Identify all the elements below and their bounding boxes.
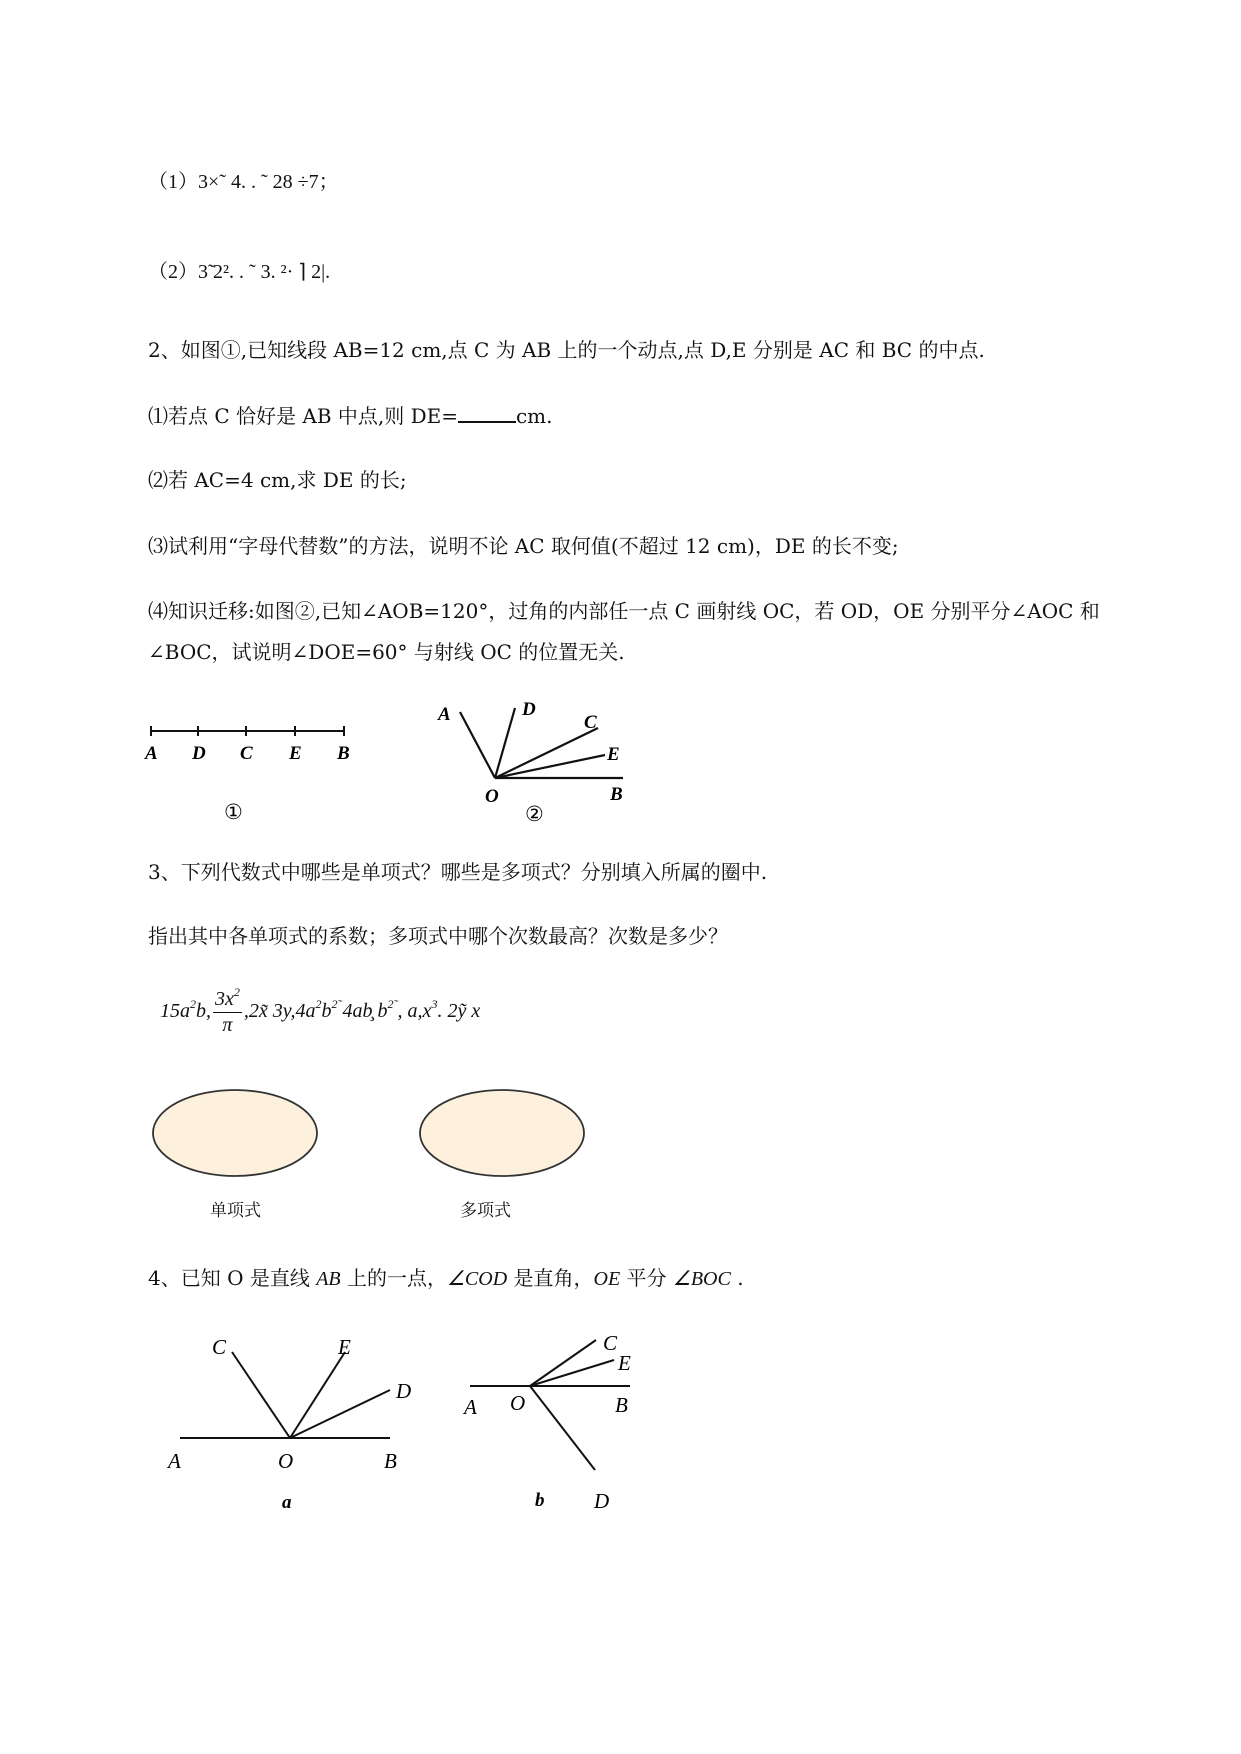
fraction-denominator: π xyxy=(222,1014,233,1036)
expr-sup-1: 2 xyxy=(190,997,196,1012)
q4-text-2: 上的一点， xyxy=(340,1266,447,1290)
figure-1-caption: ① xyxy=(224,800,243,824)
q2-part4-line1: ⑷知识迁移:如图②,已知∠AOB=120°，过角的内部任一点 C 画射线 OC，若 OD，OE 分别平分∠AOC 和 xyxy=(148,599,1100,623)
angle-label-a: A xyxy=(438,704,451,725)
expr-rest5: . 2ỹ x xyxy=(437,1000,481,1023)
point-label-b: B xyxy=(337,743,350,764)
expr-term-1: 15a xyxy=(160,1000,190,1023)
q3-stem: 3、下列代数式中哪些是单项式？哪些是多项式？分别填入所属的圈中. xyxy=(148,860,768,884)
figa-caption: a xyxy=(282,1492,292,1513)
q4-angle-cod: ∠COD xyxy=(447,1268,508,1290)
expr-rest: ,2x̃ 3y,4a xyxy=(243,1000,316,1023)
figure-2-angle xyxy=(430,700,640,830)
q2-part2: ⑵若 AC=4 cm,求 DE 的长; xyxy=(148,468,407,492)
q4-angle-boc: ∠BOC xyxy=(672,1268,731,1290)
q2-stem: 2、如图①,已知线段 AB=12 cm,点 C 为 AB 上的一个动点,点 D,E 分别是 AC 和 BC 的中点. xyxy=(148,338,985,362)
q4-line-ab: AB xyxy=(316,1268,341,1290)
numerator-sup: 2 xyxy=(233,985,240,999)
expr-rest4-sup: 3 xyxy=(431,997,438,1012)
q3-line2: 指出其中各单项式的系数；多项式中哪个次数最高？次数是多少？ xyxy=(148,924,728,948)
figb-label-b: B xyxy=(615,1393,628,1417)
figb-label-a: A xyxy=(464,1395,477,1419)
q2-part4-line2: ∠BOC，试说明∠DOE=60° 与射线 OC 的位置无关. xyxy=(148,640,625,664)
angle-label-d: D xyxy=(522,700,536,720)
figa-label-a: A xyxy=(168,1449,181,1473)
figb-label-c: C xyxy=(603,1331,618,1355)
expr-term-1b: b, xyxy=(196,1000,211,1023)
figa-label-o: O xyxy=(278,1449,294,1473)
q4-text-5: . xyxy=(730,1266,744,1290)
point-label-e: E xyxy=(289,743,302,764)
q2-part3: ⑶试利用“字母代替数”的方法，说明不论 AC 取何值(不超过 12 cm)，DE 的长不变; xyxy=(148,534,899,558)
q3-expressions xyxy=(160,985,481,1037)
figb-label-d: D xyxy=(594,1489,610,1513)
figure-1-segment xyxy=(140,718,360,828)
angle-label-e: E xyxy=(607,744,620,765)
q4-text-1: 4、已知 O 是直线 xyxy=(148,1266,317,1290)
figure-b xyxy=(460,1330,660,1530)
figb-caption: b xyxy=(535,1490,545,1511)
figa-label-b: B xyxy=(384,1449,397,1473)
q4-text-4: 平分 xyxy=(620,1266,673,1290)
expr-fraction xyxy=(213,985,242,1037)
point-label-c: C xyxy=(240,743,253,764)
answer-blank[interactable] xyxy=(458,401,516,423)
numerator-text: 3x xyxy=(215,988,234,1010)
figure-2-caption: ② xyxy=(525,802,544,826)
expr-rest2: b xyxy=(321,1000,332,1023)
multi-term-label: 多项式 xyxy=(460,1201,511,1221)
expr-rest4: , a,x xyxy=(397,1000,432,1023)
figa-label-d: D xyxy=(396,1379,412,1403)
fraction-numerator xyxy=(213,985,242,1013)
classification-ellipses xyxy=(150,1088,590,1198)
angle-label-o: O xyxy=(485,786,499,807)
multi-term-ellipse[interactable] xyxy=(420,1090,584,1176)
expr-rest3: 4ab̧ b xyxy=(337,1000,388,1023)
angle-label-c: C xyxy=(584,712,597,733)
point-label-a: A xyxy=(145,743,158,764)
q4-text-3: 是直角， xyxy=(507,1266,594,1290)
q1-part1: （1）3×˜ 4. . ˜ 28 ÷7； xyxy=(148,171,339,193)
q1-part2: （2）3̃ 2². . ˜ 3. ²· ⌉ 2|. xyxy=(148,261,331,283)
q2-part1-text: ⑴若点 C 恰好是 AB 中点,则 DE= xyxy=(148,404,458,428)
q4-stem xyxy=(148,1264,744,1293)
single-term-ellipse[interactable] xyxy=(153,1090,317,1176)
point-label-d: D xyxy=(192,743,206,764)
figb-label-e: E xyxy=(618,1351,631,1375)
single-term-label: 单项式 xyxy=(210,1201,261,1221)
expr-rest2-sup: 2̃ xyxy=(331,997,338,1012)
angle-label-b: B xyxy=(610,784,623,805)
figb-label-o: O xyxy=(510,1391,526,1415)
figa-label-e: E xyxy=(338,1335,351,1359)
q2-part1-unit: cm. xyxy=(515,404,553,428)
figa-label-c: C xyxy=(212,1335,227,1359)
q4-ray-oe: OE xyxy=(593,1268,621,1290)
expr-rest-sup: 2 xyxy=(315,997,322,1012)
expr-rest3-sup: 2˜ xyxy=(387,997,398,1012)
figure-a xyxy=(160,1330,420,1530)
q2-part1 xyxy=(148,401,553,430)
